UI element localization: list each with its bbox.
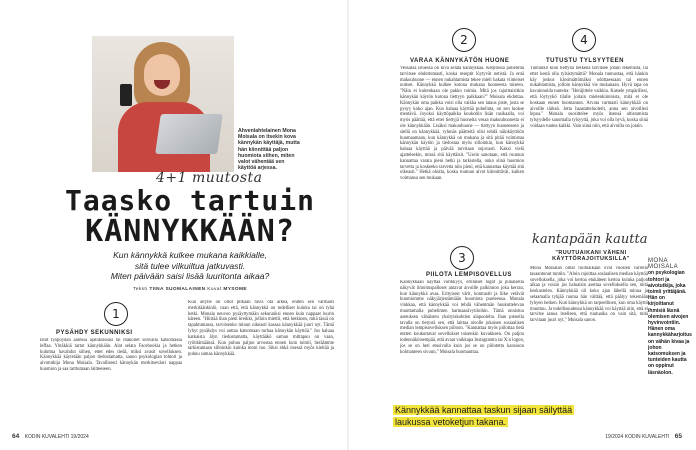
right-page xyxy=(348,0,696,450)
side-profile-text: on psykologian tohtori ja aivotutkija, joka toimii yrittäjänä. Hän on kirjoittanut ihmisiä läsnä olemisen aivojen hyvinvointiin. Hänen oma kannykkäharjoitus on vähän kivaa ja johon katsomuksen ja tunteiden kautta on oppinut läsnäolon. xyxy=(648,270,692,376)
subhead-quote: "RUUTUAIKANI VÄHENI KÄYTTÖRAJOITUKSILLA" xyxy=(552,250,630,262)
highlight-line-1: Kännykkää kannattaa taskun sijaan säilyttää xyxy=(395,405,573,415)
deck xyxy=(40,250,340,282)
side-profile-name: MONA MOISALA xyxy=(648,258,679,271)
section-heading-4: TUTUSTU TYLSYYTEEN xyxy=(546,58,625,64)
footer-mag-right: 19/2024 KODIN KUVALEHTI xyxy=(605,434,670,440)
footer-mag-left: KODIN KUVALEHTI 19/2024 xyxy=(24,434,89,440)
page-number-right: 65 xyxy=(674,433,682,440)
section-number-3: 3 xyxy=(450,246,474,270)
laptop-icon xyxy=(155,114,223,154)
phone-icon xyxy=(120,84,132,106)
byline-author: TIINA SUOMALAINEN xyxy=(149,287,206,292)
kicker: 4+1 muutosta xyxy=(156,170,263,186)
deck-line-3: Miten päivään saisi lisää luuritonta aikaa? xyxy=(110,271,270,282)
section-2-body: Vessassa istuessa on kiva selata kännykkää. Ketjitössä puhelinta tarvitsee ehdottomasti, koska reseptit löytyvät netistä. Ja entä makuuhuone — ennen nukahtamista tekee mieli hakata viimeiset uutiset. Kännykkä kulkee kotona mukana huoneesta toiseen. "Näin ei kuitenkaan ole pakko toimia. Mitä jos rajoittaisitkin kännykän käytön kotona tiettyyn paikkaan?" Moisala ehdottaa. Kännykän oma paikka voisi olla vaikka sen lataus piste, josta se pysyy koko ajan. Kun haluaa käyttää puhelinta, on sen luokse mentävä. Joyoksi käyttöpaikka kuukotiin lisän rasikaalla, voi myös päättää, että ettei tiettyjä huoneita vesaa makuuhuonetta ei ole kännykkään. Lisäksi makuuhuone — tiettyyn huoneeseen ja siellä on kännykkää, ryhmäs päätteitä olisi tehdä näinkäyttöön huomaamaan, kun kännykkä on mukana ja sitä pitää voimistaa kännykän käytön ja tiedostaa myös silloinkin, kun kännykkä haluaa käyttää ja päivää tarvitaan sujuvasti. Kaksi vielä ajatteleekin, missä sitä käyttäisit. "Usein sanotaan, että ruutuun kannattaa varata pieni hetki ja tarkistella, onko siinä huomion tarvetta ja koskeeko tarvetta niin pieni, että kannattaa käyttää sitä oikeasti." Hetkä ohutta, koska ruutuun aivot kiinnittävät, kaiken voimansa sen mukaan. xyxy=(400,66,524,182)
byline-text-label: Teksti xyxy=(132,287,148,292)
section-heading-1: PYSÄHDY SEKUNNIKSI xyxy=(56,330,133,336)
footer-right xyxy=(605,433,682,440)
section-1-body: Istut työpöydän ääressä ajatuksissasi tai makoilet sohvalla katsomassa leffaa. Yhtäkkiä tartut kännykkään. Alat selata Facebookia ja hetken kuluttua havahdut siihen, ettet edes tiedä, miksi avasit sovelluksen. Kännykkää käytetään paljon tiedostamatta, sanoo psykologian tohtori ja aivotutkija Mona Moisala. Tavallisesti kännykän merkitsevästi nappaa huomion ja saa tarttumaan laitteeseen. xyxy=(40,338,182,372)
section-number-2: 2 xyxy=(452,28,476,52)
section-number-1: 1 xyxy=(104,302,128,326)
photo-caption: Ahvenlahtelainen Mona Moisala on itsekin kova kännykän käyttäjä, mutta hän kiinnittää paljon huomiota siihen, miten valot vähentää sen käyttöä arjessa. xyxy=(238,128,300,172)
script-subheading: kantapään kautta xyxy=(532,232,648,247)
byline xyxy=(40,287,340,292)
portrait-photo xyxy=(92,36,234,172)
highlight-quote xyxy=(393,404,633,428)
section-number-4: 4 xyxy=(572,28,596,52)
section-1-body-col2: Kun äitylle on ollut pitkään tävis ota arkea, eniten sen varmasti merkitäänkinlö, vaan että, että kännykkä on todelliset kuinka tai on tyhä hetki. Monala neuvoo pysäyttymään sekunniksi ennen kuin nappaat luurin käteen. "Hiirtää ihan pieni breikki, jolloin miettii, että hetkinen, mitä tässä on tapahtumassa, tarvitsenko minun oikeasti kassaa kännykkää juuri nyt. Tämä lyhyt pysähdys voi auttaa katsomaan turhaa kännykän käyttöä." Jos haluaa katkaista älyn tiedostamatta, käyttääkö saman mittapuu on vaan, ryöittämäänsä. Kun puhuu paljon arvostaa ennen kuin toimii, heräämme tarkistamaan silloinkin kuinka moni tuo. Siksi ehkä itsessä myös kieltää ja puhuu samaa kännykkää. xyxy=(188,300,334,358)
section-3-body: Kännykkään näyttää värikkyys, erillaiset logot ja punaisella näkyvät ilmoituspalloset antavat aivoille palkinnon joka kerran, kun kännykkä avaa. Erityisest värit, kontrastit ja liike vetävät huomiomme näkyjärjestämiään huomiota puoleensa. Monala vinkkaa, että kännykkää voi tehdä vähemmän houkuttelevan muuttamalla puhelimen harmaasävytiloihin. Tämä onnistuu asetuksen vähäisten yksityiskohtien alapuolelta. Ihan pienella tavalla on tietystä sen, että laittaa aivolle jokaisen sosiaalisen median lempisovelluksen piiloon. "Kannattaa myös piilottaa tietä entten koukuttavat sovellukset toisenkin kuvakkeen. On paljon todennäköisempää, että avaat vaikkapa Instagramin tai X:n logon, jos se on heti etusivulla kuin jos se on piilotettu kansioon kolmanteen sivuun," Moisala huomauttaa. xyxy=(400,280,524,355)
footer-left xyxy=(12,433,89,440)
deck-line-1: Kun kännykkä kulkee mukana kaikkialle, xyxy=(113,250,267,260)
deck-line-2: sitä tulee vilkuiltua jatkuvasti. xyxy=(134,260,246,271)
page-number-left: 64 xyxy=(12,433,20,440)
section-4-body: Tuntuuko kuin tiettynä hetkenä tarvitsee jotain tekemistä, tai ettet kestä olla tylsistymättä? Monala tunnustaa, että hänkin käy joskus kärsimättömäksi odottaessaan tai ennen nukahtamista, jolloin kännykkä vie mukanaan. Hyvä tapa on havainnoida tunteita: "Heräjittele vaikkia. Katsele ympärillesi, että löytyykö tilalle joitain mielenkiintoista, mitä et ole koskaan ennen huomannut. Arvata varmasti kännykkää on aivoille tärkeä. Jotta haastatteluoletit, anna sen aivoillesi lepoa." Monala suosittelee myös itsensä altistamista tylsyydelle sanomalla tylsyyttä, joka voi olla hyvä, koska siinä voidaan tuntea kaikki. Vain siinä niin, että aivoilla on jotain. xyxy=(530,66,648,129)
highlight-line-2: laukussa vetoketjun takana. xyxy=(395,417,507,427)
byline-photo-label: Kuvat xyxy=(207,287,222,292)
section-heading-2: VARAA KÄNNYKÄTÖN HUONE xyxy=(410,58,510,64)
headline-line-1: Taasko tartuin xyxy=(64,184,315,217)
headline-line-2: KÄNNYKKÄÄN? xyxy=(85,214,295,249)
section-heading-3: PIILOTA LEMPISOVELLUS xyxy=(426,272,512,278)
headline xyxy=(40,186,340,248)
byline-photographer: MYSOME xyxy=(223,287,248,292)
sub-body: Mona Moisalan omat ruutuaikaan ovat vuosien varrella tasaantunut tuntiin. "Aloin rajoittaa sosiaalisen median käyttöä sovelluksella, joka voi kertoa etukäteen kertoa kuinka paljon aikaa ja voisin jos haluaisin asettaa sovelluksella sen, mitä keskustelen. Kännykkää oli koko ajan lähellä minua ja selaamalla tyhjää ruutua hän välttää, että päätyy tekemään lyhyen hetken. Kun kännykkä on tarpeellinen, kun oma käyttö muuttuu. Ja todellisuudessa kännykkää voi käyttää niin, että ei tarvitse sanoa itselleen, että ruutuaika on vain sitä, mitä tarvitaan juuri nyt," Moisala sanoo. xyxy=(530,266,648,324)
side-profile xyxy=(648,258,692,376)
